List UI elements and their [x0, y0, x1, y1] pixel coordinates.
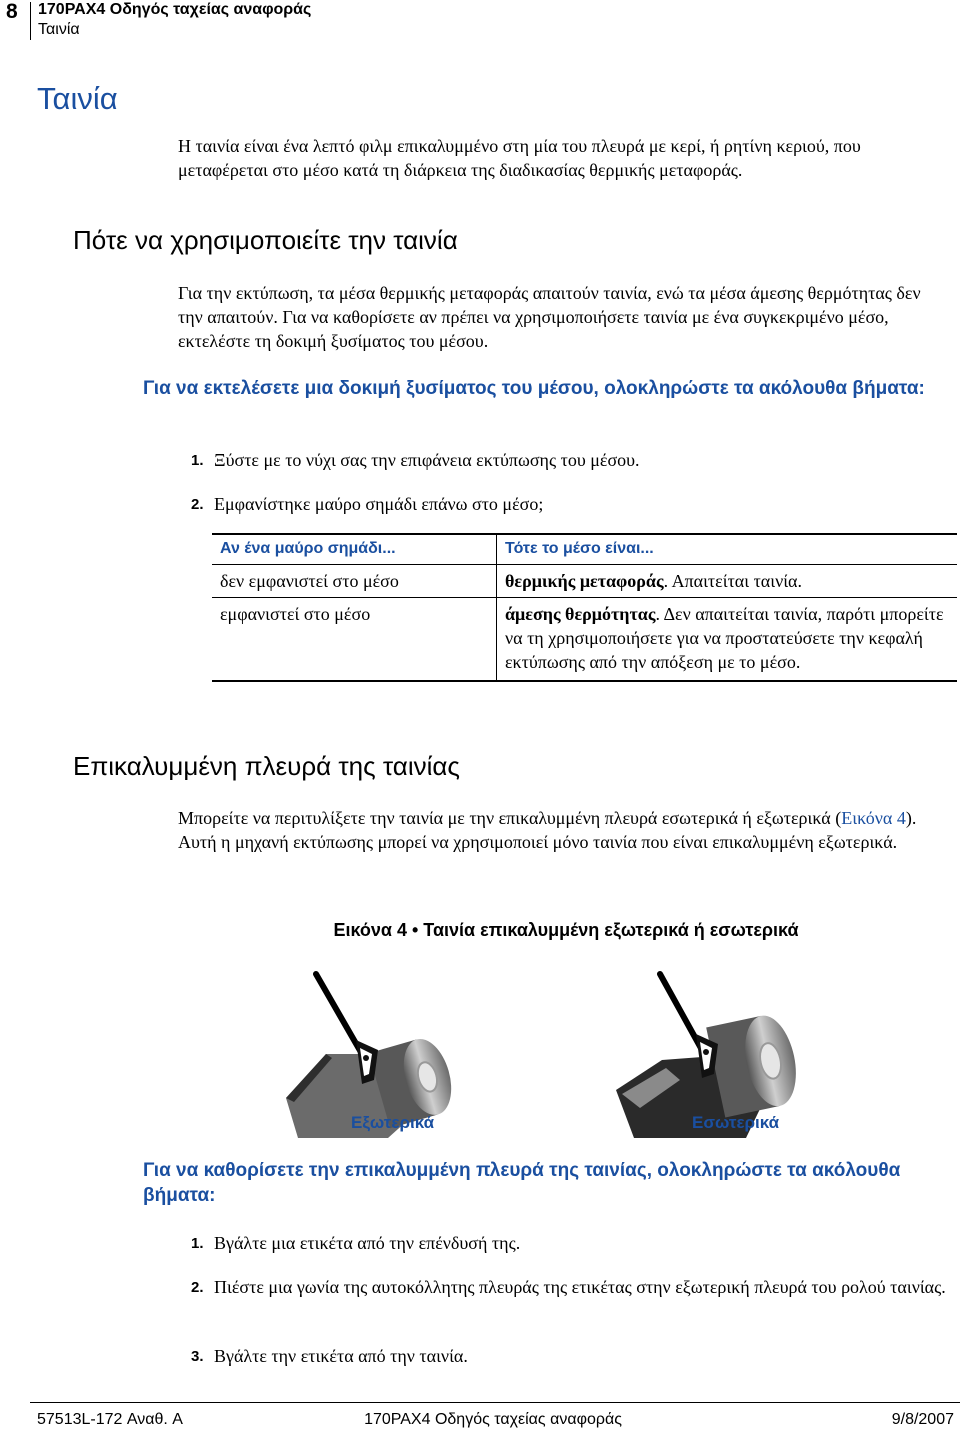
step-text: Εμφανίστηκε μαύρο σημάδι επάνω στο μέσο;	[214, 494, 544, 514]
coated-step-1	[191, 1231, 951, 1255]
footer-date: 9/8/2007	[891, 1411, 954, 1428]
paragraph-text: Μπορείτε να περιτυλίξετε την ταινία με την επικαλυμμένη πλευρά εσωτερικά ή εξωτερικά (	[178, 808, 842, 828]
step-text: Πιέστε μια γωνία της αυτοκόλλητης πλευράς της ετικέτας στην εξωτερική πλευρά του ρολού ταινίας.	[214, 1277, 946, 1297]
coated-step-2	[191, 1275, 951, 1299]
header-divider	[30, 2, 31, 40]
table-cell-condition: δεν εμφανιστεί στο μέσο	[212, 565, 497, 598]
figure-cross-reference-link[interactable]: Εικόνα 4	[841, 808, 906, 828]
step-text: Ξύστε με το νύχι σας την επιφάνεια εκτύπωσης του μέσου.	[214, 450, 640, 470]
table-header-condition: Αν ένα μαύρο σημάδι...	[212, 534, 497, 565]
step-number: 2.	[191, 1279, 204, 1296]
section-heading-coated-side: Επικαλυμμένη πλευρά της ταινίας	[73, 751, 460, 781]
scratch-test-procedure-heading: Για να εκτελέσετε μια δοκιμή ξυσίματος του μέσου, ολοκληρώστε τα ακόλουθα βήματα:	[143, 378, 925, 399]
media-type: άμεσης θερμότητας	[505, 604, 656, 624]
when-paragraph: Για την εκτύπωση, τα μέσα θερμικής μεταφοράς απαιτούν ταινία, ενώ τα μέσα άμεσης θερμότητας δεν την απαιτούν. Για να καθορίσετε αν πρέπει να χρησιμοποιήσετε ταινία με ένα συγκεκριμένο μέσο, εκτελέστε τη δοκιμή ξυσίματος του μέσου.	[178, 283, 921, 351]
table-cell-condition: εμφανιστεί στο μέσο	[212, 598, 497, 682]
result-text: . Απαιτείται ταινία.	[663, 571, 802, 591]
table-header-row	[212, 534, 957, 565]
step-number: 2.	[191, 496, 204, 513]
scratch-step-2	[191, 492, 951, 516]
table-cell-result	[497, 598, 958, 682]
figure-title: Εικόνα 4 • Ταινία επικαλυμμένη εξωτερικά ή εσωτερικά	[333, 920, 799, 940]
scratch-step-1	[191, 448, 951, 472]
footer-document-number: 57513L-172 Αναθ. A	[37, 1411, 183, 1428]
section-name: Ταινία	[38, 21, 80, 38]
section-heading-when: Πότε να χρησιμοποιείτε την ταινία	[73, 225, 458, 255]
coated-step-3	[191, 1344, 951, 1368]
guide-title: 170PAX4 Οδηγός ταχείας αναφοράς	[38, 1, 312, 18]
media-type: θερμικής μεταφοράς	[505, 571, 664, 591]
table-row	[212, 565, 957, 598]
result-text: . Δεν απαιτείται ταινία, παρότι μπορείτε να τη χρησιμοποιήσετε για να προστατεύσετε την κεφαλή εκτύπωσης από την απόξεση με το μέσο.	[505, 604, 944, 672]
coated-side-paragraph	[178, 806, 938, 854]
coated-side-procedure-heading: Για να καθορίσετε την επικαλυμμένη πλευρά της ταινίας, ολοκληρώστε τα ακόλουθα βήματα:	[143, 1160, 901, 1206]
figure-label-outside: Εξωτερικά	[351, 1113, 435, 1132]
page-number: 8	[6, 0, 18, 23]
figure-label-inside: Εσωτερικά	[692, 1113, 780, 1132]
table-row	[212, 598, 957, 682]
step-number: 3.	[191, 1348, 204, 1365]
step-number: 1.	[191, 452, 204, 469]
table-cell-result	[497, 565, 958, 598]
table-header-result: Τότε το μέσο είναι...	[497, 534, 958, 565]
footer-divider	[30, 1402, 960, 1403]
intro-paragraph: Η ταινία είναι ένα λεπτό φιλμ επικαλυμμένο στη μία του πλευρά με κερί, ή ρητίνη κεριού, που μεταφέρεται στο μέσο κατά τη διάρκεια της διαδικασίας θερμικής μεταφοράς.	[178, 136, 861, 180]
footer-guide-title: 170PAX4 Οδηγός ταχείας αναφοράς	[364, 1411, 622, 1428]
scratch-test-table	[212, 533, 957, 682]
step-number: 1.	[191, 1235, 204, 1252]
page-title: Ταινία	[37, 81, 118, 116]
step-text: Βγάλτε την ετικέτα από την ταινία.	[214, 1346, 468, 1366]
step-text: Βγάλτε μια ετικέτα από την επένδυσή της.	[214, 1233, 521, 1253]
paragraph-text: ). Αυτή η μηχανή εκτύπωσης μπορεί να χρησιμοποιεί μόνο ταινία που είναι επικαλυμμένη εξωτερικά.	[178, 808, 917, 852]
